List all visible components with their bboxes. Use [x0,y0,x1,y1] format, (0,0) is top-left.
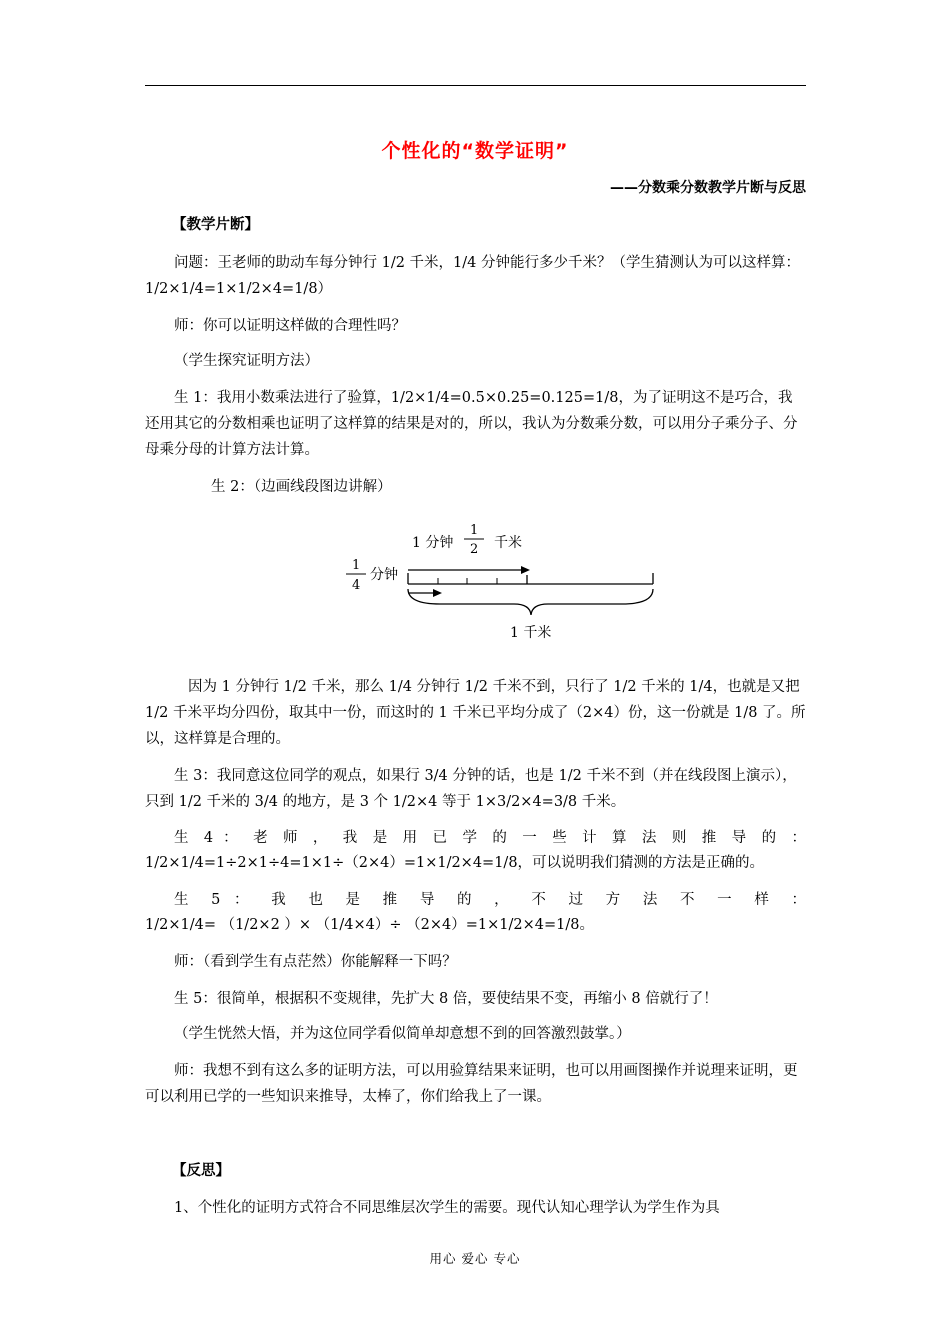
paragraph-student-3: 生 3：我同意这位同学的观点，如果行 3/4 分钟的话，也是 1/2 千米不到（并在线段图上演示），只到 1/2 千米的 3/4 的地方，是 3 个 1/2×4 等于 1×3/2×4=3/8 千米。 [145,768,797,810]
page-subtitle: ——分数乘分数教学片断与反思 [610,180,806,196]
paragraph-teacher-2: 师：（看到学生有点茫然）你能解释一下吗？ [174,954,457,970]
header-rule [145,85,806,86]
paragraph-student-1: 生 1：我用小数乘法进行了验算，1/2×1/4=0.5×0.25=0.125=1/8，为了证明这不是巧合，我还用其它的分数相乘也证明了这样算的结果是对的，所以，我认为分数乘分数，可以用分子乘分子、分母乘分母的计算方法计算。 [145,390,798,458]
paragraph-student-4-line2: 1/2×1/4=1÷2×1÷4=1×1÷（2×4）=1×1/2×4=1/8，可以说明我们猜测的方法是正确的。 [145,855,765,871]
paragraph-question: 问题：王老师的助动车每分钟行 1/2 千米，1/4 分钟能行多少千米？（学生猜测认为可以这样算：1/2×1/4=1×1/2×4=1/8） [145,255,800,297]
paragraph-student-5-line1: 生 5 ： 我 也 是 推 导 的 ， 不 过 方 法 不 一 样 ： [174,892,806,908]
paragraph-student-4-line1: 生 4 ： 老 师 ， 我 是 用 已 学 的 一 些 计 算 法 则 推 导 的 ： [174,830,806,846]
label-km-top: 千米 [494,535,522,551]
arrow-quarter-head [433,589,442,597]
paragraph-student-5-line2: 1/2×1/4= （1/2×2 ）× （1/4×4）÷ （2×4）=1×1/2×4=1/8。 [145,917,594,933]
paragraph-student-2: 生 2：（边画线段图边讲解） [211,479,392,495]
fraction-half-denominator: 2 [470,542,479,557]
section-heading-teaching: 【教学片断】 [172,217,259,233]
paragraph-teacher-1: 师：你可以证明这样做的合理性吗？ [174,318,406,334]
page-title: 个性化的“数学证明” [381,140,569,162]
label-minute-left: 分钟 [370,567,398,583]
label-one-km: 1 千米 [510,625,552,641]
fraction-quarter-denominator: 4 [352,578,361,593]
fraction-quarter-numerator: 1 [352,558,361,573]
paragraph-explore: （学生探究证明方法） [174,353,319,369]
arrow-half-km-head [521,566,530,574]
paragraph-explanation: 因为 1 分钟行 1/2 千米，那么 1/4 分钟行 1/2 千米不到，只行了 1/2 千米的 1/4，也就是又把 1/2 千米平均分四份，取其中一份，而这时的 1 千米已平均分成了（2×4）份，这一份就是 1/8 了。所以，这样算是合理的。 [145,679,806,747]
paragraph-teacher-3: 师：我想不到有这么多的证明方法，可以用验算结果来证明，也可以用画图操作并说理来证明，更可以利用已学的一些知识来推导，太棒了，你们给我上了一课。 [145,1063,798,1105]
label-one-minute: 1 分钟 [412,535,454,551]
paragraph-reflection-1: 1、个性化的证明方式符合不同思维层次学生的需要。现代认知心理学认为学生作为具 [174,1200,720,1216]
line-segment-diagram [330,515,670,650]
brace-one-km [408,589,653,615]
paragraph-student-5-explain: 生 5：很简单，根据积不变规律，先扩大 8 倍，要使结果不变，再缩小 8 倍就行了！ [174,991,718,1007]
paragraph-applause: （学生恍然大悟，并为这位同学看似简单却意想不到的回答激烈鼓掌。） [174,1026,631,1042]
page-footer: 用心 爱心 专心 [429,1251,521,1266]
section-heading-reflection: 【反思】 [172,1163,230,1179]
fraction-half-numerator: 1 [470,523,479,538]
